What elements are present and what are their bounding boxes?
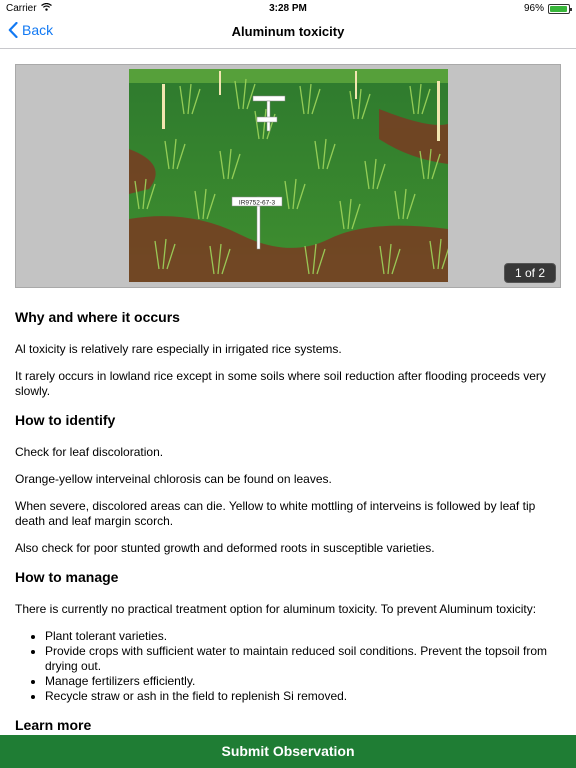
status-time: 3:28 PM [269, 3, 307, 14]
list-item: • Manage fertilizers efficiently. [45, 674, 555, 689]
status-right [524, 3, 570, 14]
paragraph: When severe, discolored areas can die. Yellow to white mottling of interveins is followed by leaf tip death and leaf margin scorch. [15, 499, 536, 528]
list-item: • Recycle straw or ash in the field to replenish Si removed. [45, 689, 555, 704]
image-gallery[interactable] [15, 64, 561, 288]
list-item: • Plant tolerant varieties. [45, 629, 555, 644]
paragraph: Check for leaf discoloration. [15, 445, 164, 459]
section-heading-manage: How to manage [15, 569, 119, 585]
content-scroll-area[interactable] [0, 50, 576, 735]
battery-percent: 96% [523, 3, 544, 14]
paragraph: There is currently no practical treatment option for aluminum toxicity. To prevent Aluminum toxicity: [15, 602, 537, 616]
navigation-bar [0, 18, 576, 49]
status-bar [0, 0, 576, 18]
section-heading-identify: How to identify [15, 412, 116, 428]
section-heading-learn-more: Learn more [15, 717, 92, 733]
paragraph: Al toxicity is relatively rare especially in irrigated rice systems. [15, 342, 342, 356]
list-item: • Provide crops with sufficient water to maintain reduced soil conditions. Prevent the topsoil from drying out. [45, 644, 555, 674]
plot-marker-label: IR9752-67-3 [238, 199, 276, 207]
battery-fill [550, 6, 567, 12]
paragraph: It rarely occurs in lowland rice except in some soils where soil reduction after flooding proceeds very slowly. [15, 369, 546, 398]
back-label: Back [22, 22, 54, 38]
section-heading-why: Why and where it occurs [15, 309, 180, 325]
article [15, 308, 555, 735]
management-list [45, 629, 555, 704]
battery-icon [548, 4, 570, 14]
paragraph: Also check for poor stunted growth and deformed roots in susceptible varieties. [15, 541, 435, 555]
image-counter: 1 of 2 [504, 263, 556, 283]
page-title: Aluminum toxicity [231, 24, 345, 39]
submit-observation-button[interactable]: Submit Observation [0, 735, 576, 768]
paragraph: Orange-yellow interveinal chlorosis can be found on leaves. [15, 472, 332, 486]
field-photo [129, 69, 448, 282]
carrier-label: Carrier [6, 3, 37, 14]
